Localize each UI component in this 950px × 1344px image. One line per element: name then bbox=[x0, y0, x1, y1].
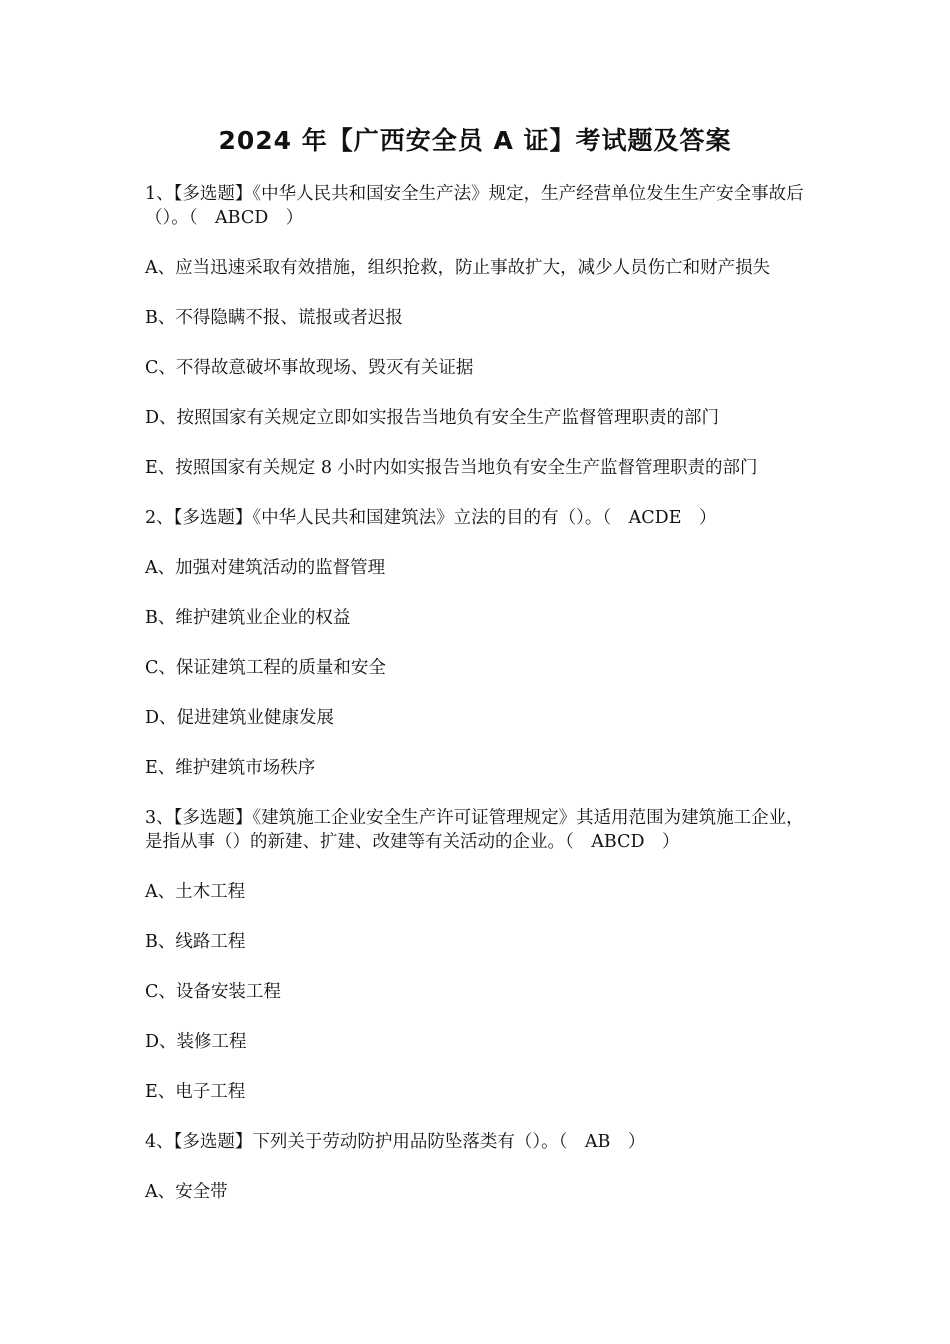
question-option: E、电子工程 bbox=[145, 1082, 246, 1102]
question-option: C、设备安装工程 bbox=[145, 982, 281, 1002]
question-option: E、按照国家有关规定 8 小时内如实报告当地负有安全生产监督管理职责的部门 bbox=[145, 458, 758, 478]
question-option: A、应当迅速采取有效措施，组织抢救，防止事故扩大，减少人员伤亡和财产损失 bbox=[145, 258, 771, 278]
question-stem: 3、【多选题】《建筑施工企业安全生产许可证管理规定》其适用范围为建筑施工企业，是指从事（）的新建、扩建、改建等有关活动的企业。（ ABCD ） bbox=[145, 808, 804, 852]
question-option: C、保证建筑工程的质量和安全 bbox=[145, 658, 386, 678]
question-option: C、不得故意破坏事故现场、毁灭有关证据 bbox=[145, 358, 474, 378]
question-option: E、维护建筑市场秩序 bbox=[145, 758, 316, 778]
question-stem: 4、【多选题】下列关于劳动防护用品防坠落类有（）。（ AB ） bbox=[145, 1132, 646, 1152]
question-stem: 1、【多选题】《中华人民共和国安全生产法》规定，生产经营单位发生生产安全事故后（）。（ ABCD ） bbox=[145, 184, 804, 228]
question-list bbox=[145, 182, 809, 1230]
question-option: B、维护建筑业企业的权益 bbox=[145, 608, 351, 628]
question-option: D、按照国家有关规定立即如实报告当地负有安全生产监督管理职责的部门 bbox=[145, 408, 720, 428]
question-option: A、土木工程 bbox=[145, 882, 246, 902]
question-option: B、不得隐瞒不报、谎报或者迟报 bbox=[145, 308, 403, 328]
question-option: D、促进建筑业健康发展 bbox=[145, 708, 335, 728]
question-option: A、加强对建筑活动的监督管理 bbox=[145, 558, 386, 578]
question-stem: 2、【多选题】《中华人民共和国建筑法》立法的目的有（）。（ ACDE ） bbox=[145, 508, 717, 528]
question-option: A、安全带 bbox=[145, 1182, 228, 1202]
document-title: 2024 年【广西安全员 A 证】考试题及答案 bbox=[218, 126, 732, 155]
question-option: B、线路工程 bbox=[145, 932, 246, 952]
question-option: D、装修工程 bbox=[145, 1032, 247, 1052]
